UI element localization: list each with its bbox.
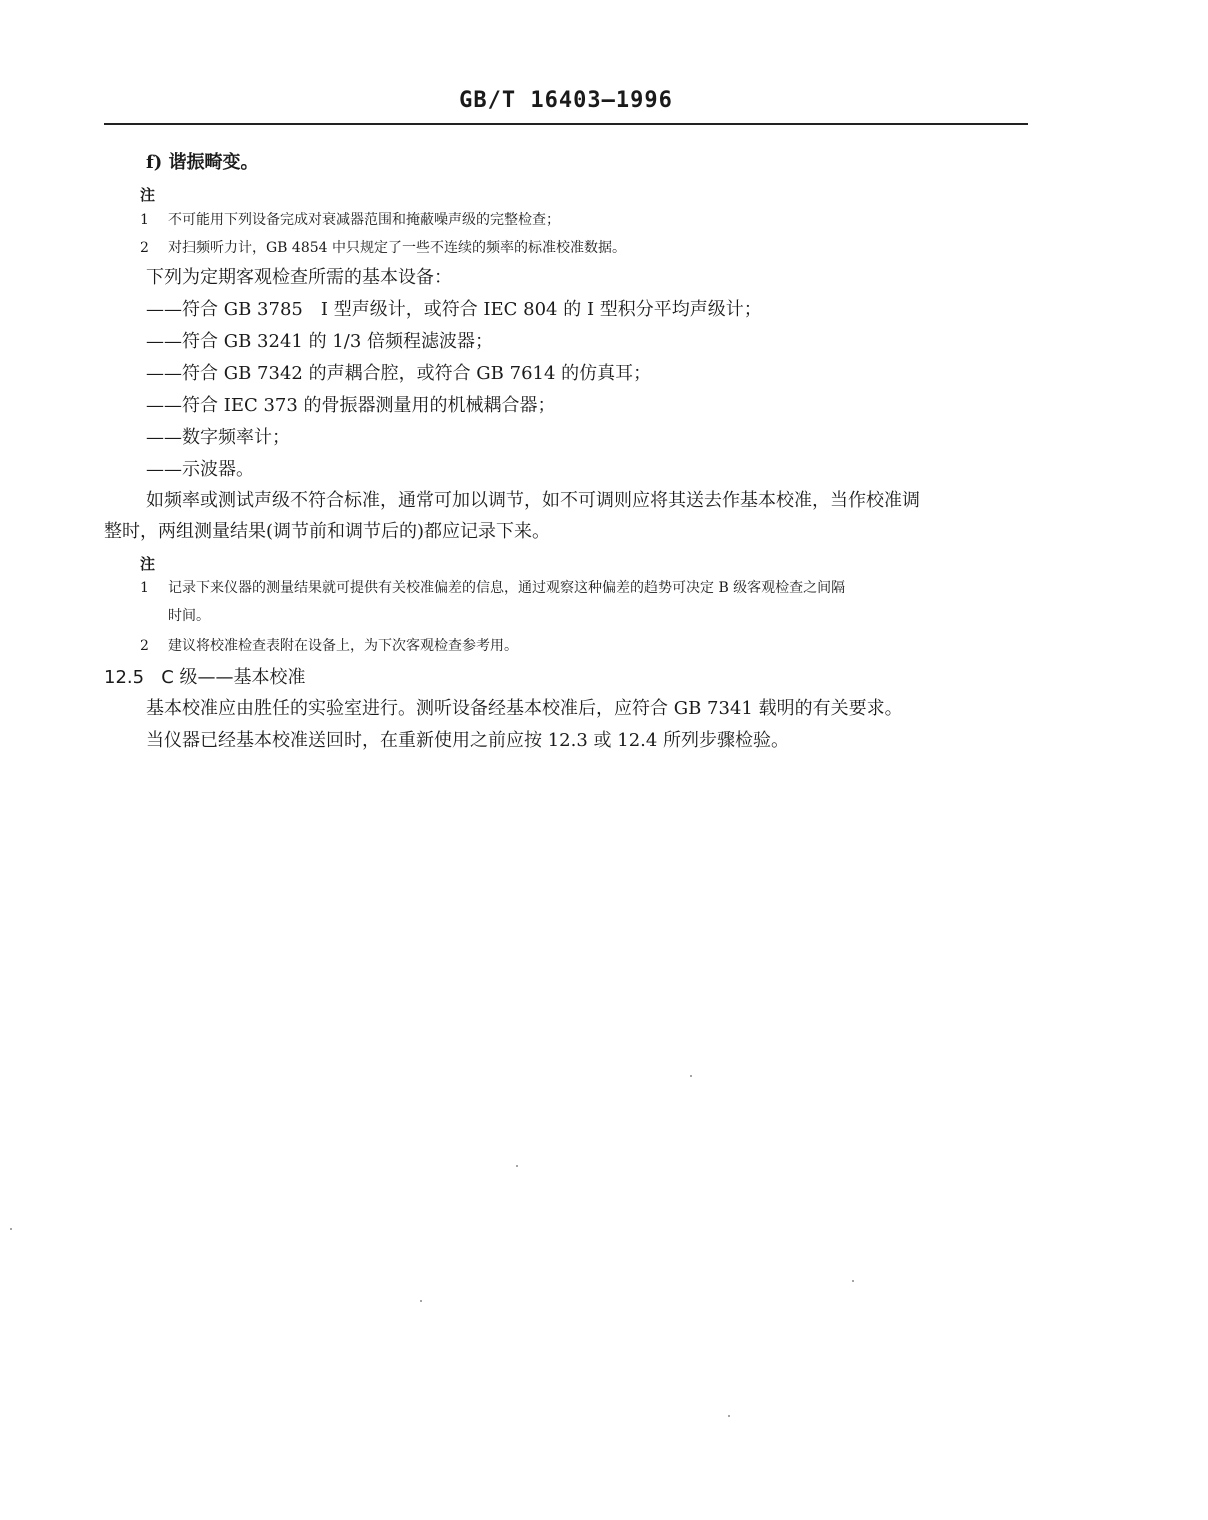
- adjust-paragraph-line-2: 整时，两组测量结果(调节前和调节后的)都应记录下来。: [104, 521, 551, 542]
- note-1-item-2: [140, 238, 626, 258]
- equipment-item: ——符合 IEC 373 的骨振器测量用的机械耦合器；: [146, 395, 556, 416]
- header-rule: [104, 123, 1028, 125]
- note-1-item-1: [140, 210, 560, 230]
- note-text: 记录下来仪器的测量结果就可提供有关校准偏差的信息，通过观察这种偏差的趋势可决定 B 级客观检查之间隔: [168, 580, 846, 596]
- note-number: 1: [140, 212, 149, 228]
- note-2-item-1-continued: 时间。: [168, 608, 210, 624]
- section-title: C 级——基本校准: [161, 667, 306, 688]
- note-number: 2: [140, 638, 149, 654]
- scan-speck: [10, 1228, 12, 1230]
- item-f: f) 谐振畸变。: [146, 152, 259, 173]
- note-2-item-1: [140, 578, 845, 598]
- note-text: 建议将校准检查表附在设备上，为下次客观检查参考用。: [168, 638, 518, 654]
- section-12-5-paragraph-2: 当仪器已经基本校准送回时，在重新使用之前应按 12.3 或 12.4 所列步骤检验。: [146, 730, 790, 751]
- note-number: 1: [140, 580, 149, 596]
- note-label-2: 注: [140, 555, 156, 573]
- equipment-item: ——示波器。: [146, 459, 254, 480]
- scan-speck: [516, 1165, 518, 1167]
- section-12-5-heading: [104, 666, 306, 690]
- note-2-item-2: [140, 636, 518, 656]
- note-text: 不可能用下列设备完成对衰减器范围和掩蔽噪声级的完整检查；: [168, 212, 560, 228]
- page-header-standard-number: GB/T 16403—1996: [459, 88, 673, 113]
- equipment-item: ——符合 GB 3785 I 型声级计，或符合 IEC 804 的 I 型积分平均声级计；: [146, 299, 762, 320]
- scan-speck: [728, 1415, 730, 1417]
- equipment-item: ——数字频率计；: [146, 427, 290, 448]
- note-number: 2: [140, 240, 149, 256]
- scan-speck: [420, 1300, 422, 1302]
- scan-speck: [852, 1280, 854, 1282]
- equipment-item: ——符合 GB 3241 的 1/3 倍频程滤波器；: [146, 331, 493, 352]
- section-number: 12.5: [104, 667, 145, 688]
- note-label-1: 注: [140, 186, 156, 204]
- section-12-5-paragraph-1: 基本校准应由胜任的实验室进行。测听设备经基本校准后，应符合 GB 7341 载明的有关要求。: [146, 698, 903, 719]
- scan-speck: [690, 1075, 692, 1077]
- equipment-intro: 下列为定期客观检查所需的基本设备：: [146, 267, 452, 288]
- adjust-paragraph-line-1: 如频率或测试声级不符合标准，通常可加以调节，如不可调则应将其送去作基本校准，当作校准调: [146, 490, 920, 511]
- equipment-item: ——符合 GB 7342 的声耦合腔，或符合 GB 7614 的仿真耳；: [146, 363, 652, 384]
- note-text: 对扫频听力计，GB 4854 中只规定了一些不连续的频率的标准校准数据。: [168, 240, 626, 256]
